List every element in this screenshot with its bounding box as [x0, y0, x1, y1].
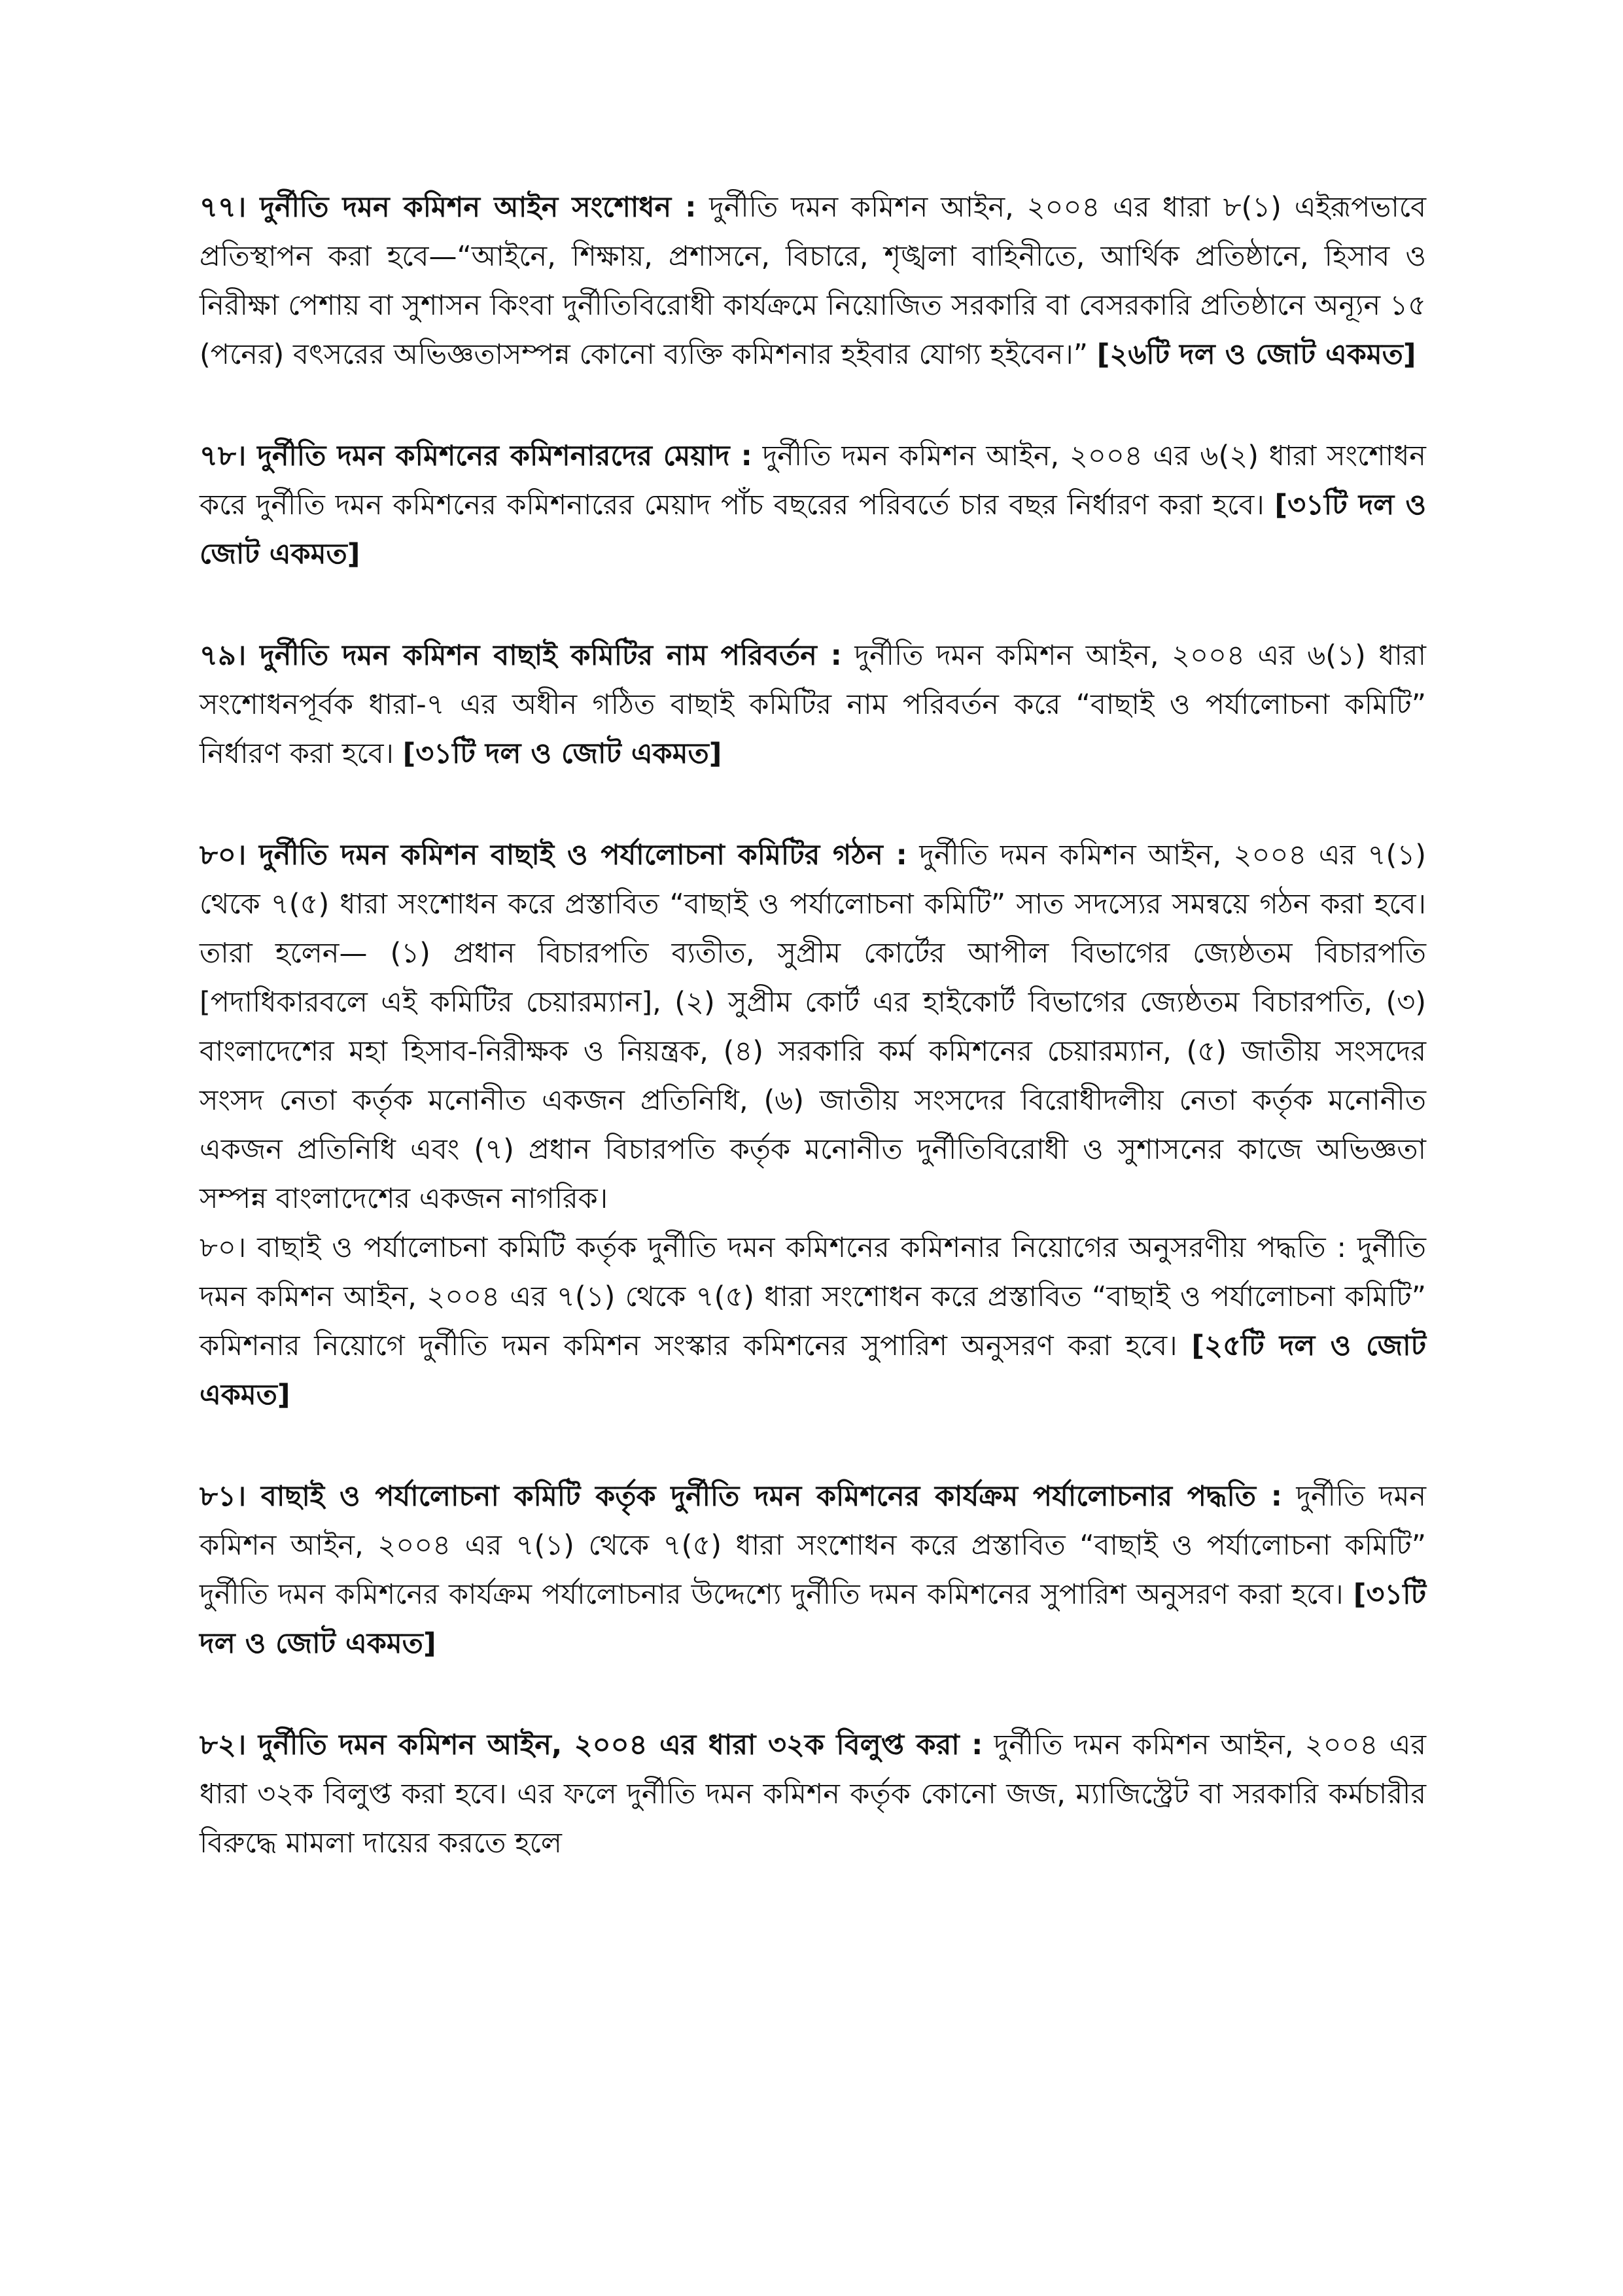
consensus-note: [৩১টি দল ও জোট একমত] — [402, 737, 722, 770]
document-page — [200, 183, 1426, 1868]
section-heading: ৭৯। দুর্নীতি দমন কমিশন বাছাই কমিটির নাম পরিবর্তন : — [200, 639, 842, 672]
paragraph-82 — [200, 1721, 1426, 1868]
section-body: দুর্নীতি দমন কমিশন আইন, ২০০৪ এর ৭(১) থেকে ৭(৫) ধারা সংশোধন করে প্রস্তাবিত “বাছাই ও পর্যালোচনা কমিটি” দুর্নীতি দমন কমিশনের কার্যক্রম পর্যালোচনার উদ্দেশ্যে দুর্নীতি দমন কমিশনের সুপারিশ অনুসরণ করা হবে। — [200, 1480, 1426, 1611]
section-heading: ৮০। দুর্নীতি দমন কমিশন বাছাই ও পর্যালোচনা কমিটির গঠন : — [200, 839, 907, 872]
section-body: দুর্নীতি দমন কমিশন আইন, ২০০৪ এর ধারা ৩২ক বিলুপ্ত করা হবে। এর ফলে দুর্নীতি দমন কমিশন কর্তৃক কোনো জজ, ম্যাজিস্ট্রেট বা সরকারি কর্মচারীর বিরুদ্ধে মামলা দায়ের করতে হলে — [200, 1729, 1426, 1860]
paragraph-81 — [200, 1472, 1426, 1669]
section-heading: ৮২। দুর্নীতি দমন কমিশন আইন, ২০০৪ এর ধারা ৩২ক বিলুপ্ত করা : — [200, 1729, 983, 1761]
paragraph-77 — [200, 183, 1426, 380]
section-body: দুর্নীতি দমন কমিশন আইন, ২০০৪ এর ৭(১) থেকে ৭(৫) ধারা সংশোধন করে প্রস্তাবিত “বাছাই ও পর্যালোচনা কমিটি” সাত সদস্যের সমন্বয়ে গঠন করা হবে। তারা হলেন— (১) প্রধান বিচারপতি ব্যতীত, সুপ্রীম কোর্টের আপীল বিভাগের জ্যেষ্ঠতম বিচারপতি [পদাধিকারবলে এই কমিটির চেয়ারম্যান], (২) সুপ্রীম কোর্ট এর হাইকোর্ট বিভাগের জ্যেষ্ঠতম বিচারপতি, (৩) বাংলাদেশের মহা হিসাব-নিরীক্ষক ও নিয়ন্ত্রক, (৪) সরকারি কর্ম কমিশনের চেয়ারম্যান, (৫) জাতীয় সংসদের সংসদ নেতা কর্তৃক মনোনীত একজন প্রতিনিধি, (৬) জাতীয় সংসদের বিরোধীদলীয় নেতা কর্তৃক মনোনীত একজন প্রতিনিধি এবং (৭) প্রধান বিচারপতি কর্তৃক মনোনীত দুর্নীতিবিরোধী ও সুশাসনের কাজে অভিজ্ঞতা সম্পন্ন বাংলাদেশের একজন নাগরিক। — [200, 839, 1426, 1215]
section-heading: ৭৭। দুর্নীতি দমন কমিশন আইন সংশোধন : — [200, 191, 697, 224]
section-body: দুর্নীতি দমন কমিশন আইন, ২০০৪ এর ৬(১) ধারা সংশোধনপূর্বক ধারা-৭ এর অধীন গঠিত বাছাই কমিটির নাম পরিবর্তন করে “বাছাই ও পর্যালোচনা কমিটি” নির্ধারণ করা হবে। — [200, 639, 1427, 770]
section-heading: ৮১। বাছাই ও পর্যালোচনা কমিটি কর্তৃক দুর্নীতি দমন কমিশনের কার্যক্রম পর্যালোচনার পদ্ধতি : — [200, 1480, 1282, 1513]
section-body: দুর্নীতি দমন কমিশন আইন, ২০০৪ এর ধারা ৮(১) এইরূপভাবে প্রতিস্থাপন করা হবে—“আইনে, শিক্ষায়, প্রশাসনে, বিচারে, শৃঙ্খলা বাহিনীতে, আর্থিক প্রতিষ্ঠানে, হিসাব ও নিরীক্ষা পেশায় বা সুশাসন কিংবা দুর্নীতিবিরোধী কার্যক্রমে নিয়োজিত সরকারি বা বেসরকারি প্রতিষ্ঠানে অন্যূন ১৫ (পনের) বৎসরের অভিজ্ঞতাসম্পন্ন কোনো ব্যক্তি কমিশনার হইবার যোগ্য হইবেন।” — [200, 191, 1426, 371]
consensus-note: [২৫টি দল ও জোট একমত] — [200, 1330, 1426, 1411]
consensus-note: [৩১টি দল ও জোট একমত] — [200, 489, 1426, 571]
section-body: দুর্নীতি দমন কমিশন আইন, ২০০৪ এর ৬(২) ধারা সংশোধন করে দুর্নীতি দমন কমিশনের কমিশনারের মেয়াদ পাঁচ বছরের পরিবর্তে চার বছর নির্ধারণ করা হবে। — [200, 440, 1426, 521]
section-body: ৮০। বাছাই ও পর্যালোচনা কমিটি কর্তৃক দুর্নীতি দমন কমিশনের কমিশনার নিয়োগের অনুসরণীয় পদ্ধতি : দুর্নীতি দমন কমিশন আইন, ২০০৪ এর ৭(১) থেকে ৭(৫) ধারা সংশোধন করে প্রস্তাবিত “বাছাই ও পর্যালোচনা কমিটি” কমিশনার নিয়োগে দুর্নীতি দমন কমিশন সংস্কার কমিশনের সুপারিশ অনুসরণ করা হবে। — [200, 1231, 1426, 1362]
paragraph-80-procedure — [200, 1224, 1426, 1420]
consensus-note: [৩১টি দল ও জোট একমত] — [200, 1578, 1426, 1660]
consensus-note: [২৬টি দল ও জোট একমত] — [1096, 338, 1416, 371]
section-heading: ৭৮। দুর্নীতি দমন কমিশনের কমিশনারদের মেয়াদ : — [200, 440, 752, 472]
paragraph-78 — [200, 432, 1426, 579]
paragraph-79 — [200, 631, 1426, 779]
paragraph-80 — [200, 831, 1426, 1224]
